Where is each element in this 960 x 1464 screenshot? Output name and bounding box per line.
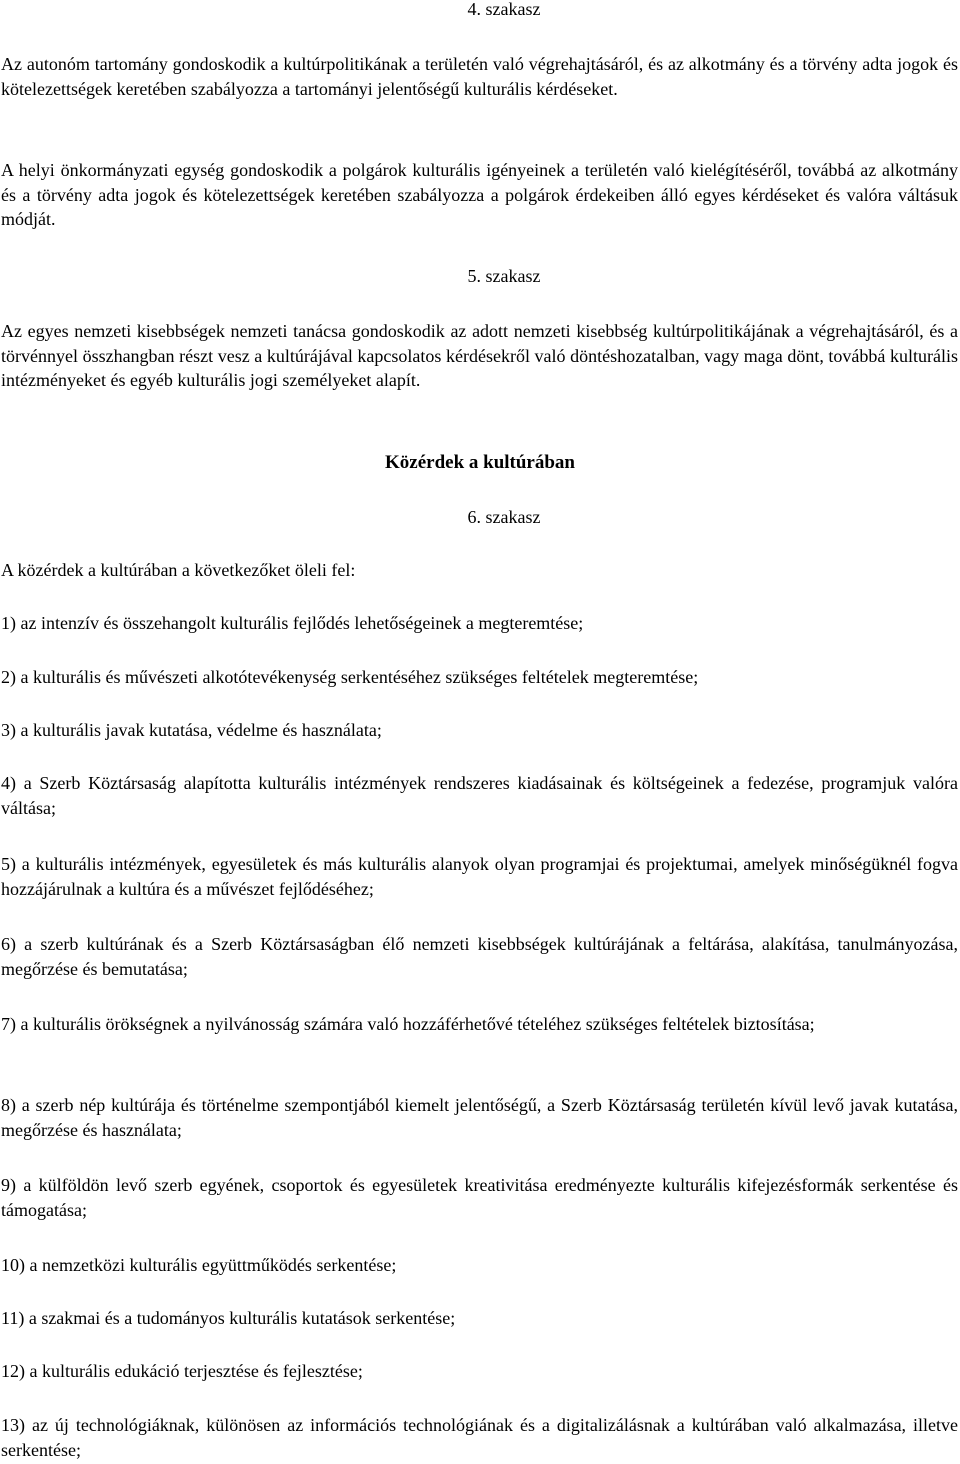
section-5-heading-text: 5. szakasz (467, 266, 541, 286)
list-item-13: 13) az új technológiáknak, különösen az információs technológiának és a digitalizálásnak a kultúrában való alkalmazása, illetve serkentése; (1, 1415, 958, 1460)
section-6-heading-text: 6. szakasz (467, 507, 541, 527)
list-item-8: 8) a szerb nép kultúrája és történelme szempontjából kiemelt jelentőségű, a Szerb Köztársaság területén kívül levő javak kutatása, megőrzése és használata; (1, 1095, 958, 1140)
public-interest-intro: A közérdek a kultúrában a következőket öleli fel: (1, 560, 356, 580)
section-4-heading (0, 0, 960, 22)
list-item-1: 1) az intenzív és összehangolt kulturális fejlődés lehetőségeinek a megteremtése; (1, 613, 584, 633)
section-5-paragraph-1: Az egyes nemzeti kisebbségek nemzeti tanácsa gondoskodik az adott nemzeti kisebbség kultúrpolitikájának a végrehajtásáról, és a törvénnyel összhangban részt vesz a kultúrájával kapcsolatos kérdésekről való döntéshozatalban, vagy maga dönt, továbbá kulturális intézményeket és egyéb kulturális jogi személyeket alapít. (1, 321, 958, 390)
list-item-4: 4) a Szerb Köztársaság alapította kulturális intézmények rendszeres kiadásainak és költségeinek a fedezése, programjuk valóra váltása; (1, 773, 958, 818)
public-interest-title (0, 451, 960, 476)
list-item-5: 5) a kulturális intézmények, egyesületek és más kulturális alanyok olyan programjai és projektumai, amelyek minőségüknél fogva hozzájárulnak a kultúra és a művészet fejlődéséhez; (1, 854, 958, 899)
list-item-10: 10) a nemzetközi kulturális együttműködés serkentése; (1, 1255, 397, 1275)
list-item-2: 2) a kulturális és művészeti alkotótevékenység serkentéséhez szükséges feltételek megteremtése; (1, 667, 699, 687)
list-item-11: 11) a szakmai és a tudományos kulturális kutatások serkentése; (1, 1308, 456, 1328)
list-item-7: 7) a kulturális örökségnek a nyilvánosság számára való hozzáférhetővé tételéhez szükséges feltételek biztosítása; (1, 1014, 815, 1034)
section-4-paragraph-2: A helyi önkormányzati egység gondoskodik a polgárok kulturális igényeinek a területén való kielégítéséről, továbbá az alkotmány és a törvény adta jogok és kötelezettségek keretében szabályozza a polgárok érdekeiben álló egyes kérdéseket és valóra váltásuk módját. (1, 160, 958, 229)
list-item-9: 9) a külföldön levő szerb egyének, csoportok és egyesületek kreativitása eredményezte kulturális kifejezésformák serkentése és támogatása; (1, 1175, 958, 1220)
section-5-heading (0, 264, 960, 289)
section-4-heading-text: 4. szakasz (467, 0, 541, 19)
list-item-3: 3) a kulturális javak kutatása, védelme és használata; (1, 720, 382, 740)
list-item-12: 12) a kulturális edukáció terjesztése és fejlesztése; (1, 1361, 363, 1381)
section-6-heading (0, 505, 960, 530)
section-4-paragraph-1: Az autonóm tartomány gondoskodik a kultúrpolitikának a területén való végrehajtásáról, és az alkotmány és a törvény adta jogok és kötelezettségek keretében szabályozza a tartományi jelentőségű kulturális kérdéseket. (1, 54, 958, 99)
public-interest-title-text: Közérdek a kultúrában (384, 452, 576, 473)
list-item-6: 6) a szerb kultúrának és a Szerb Köztársaságban élő nemzeti kisebbségek kultúrájának a feltárása, alakítása, tanulmányozása, megőrzése és bemutatása; (1, 934, 958, 979)
